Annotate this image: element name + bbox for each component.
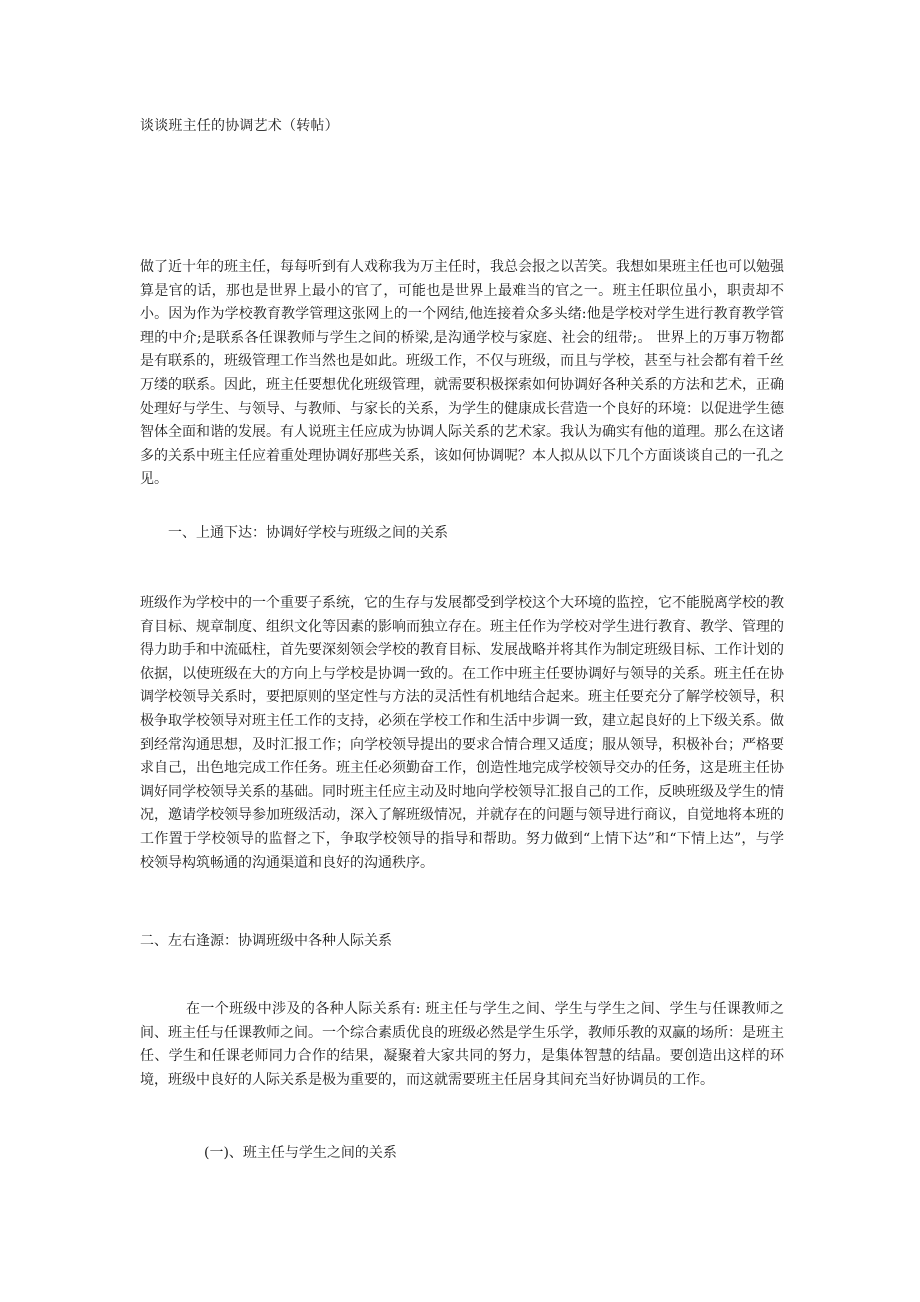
paragraph-relationships: 在一个班级中涉及的各种人际关系有: 班主任与学生之间、学生与学生之间、学生与任课教师之间、班主任与任课教师之间。一个综合素质优良的班级必然是学生乐学，教师乐教的双赢的场所：是班主任、学生和任课老师同力合作的结果，凝聚着大家共同的努力，是集体智慧的结晶。要创造出这样的环境，班级中良好的人际关系是极为重要的，而这就需要班主任居身其间充当好协调员的工作。 (140, 1001, 784, 1088)
subsection-heading-1: (一)、班主任与学生之间的关系 (204, 1145, 397, 1161)
paragraph-intro: 做了近十年的班主任，每每听到有人戏称我为万主任时，我总会报之以苦笑。我想如果班主任也可以勉强算是官的话，那也是世界上最小的官了，可能也是世界上最难当的官之一。班主任职位虽小，职责却不小。因为作为学校教育教学管理这张网上的一个网结,他连接着众多头绪:他是学校对学生进行教育教学管理的中介;是联系各任课教师与学生之间的桥梁,是沟通学校与家庭、社会的纽带;。 世界上的万事万物都是有联系的，班级管理工作当然也是如此。班级工作，不仅与班级，而且与学校，甚至与社会都有着千丝万缕的联系。因此，班主任要想优化班级管理，就需要积极探索如何协调好各种关系的方法和艺术，正确处理好与学生、与领导、与教师、与家长的关系，为学生的健康成长营造一个良好的环境：以促进学生德智体全面和谐的发展。有人说班主任应成为协调人际关系的艺术家。我认为确实有他的道理。那么在这诸多的关系中班主任应着重处理协调好那些关系，该如何协调呢？本人拟从以下几个方面谈谈自己的一孔之见。 (140, 259, 784, 488)
section-heading-1: 一、上通下达：协调好学校与班级之间的关系 (168, 525, 448, 541)
section-heading-2: 二、左右逢源：协调班级中各种人际关系 (140, 933, 392, 949)
document-title: 谈谈班主任的协调艺术（转帖） (140, 118, 339, 134)
paragraph-school-class: 班级作为学校中的一个重要子系统，它的生存与发展都受到学校这个大环境的监控，它不能脱离学校的教育目标、规章制度、组织文化等因素的影响而独立存在。班主任作为学校对学生进行教育、教学、管理的得力助手和中流砥柱，首先要深刻领会学校的教育目标、发展战略并将其作为制定班级目标、工作计划的依据，以使班级在大的方向上与学校是协调一致的。在工作中班主任要协调好与领导的关系。班主任在协调学校领导关系时，要把原则的坚定性与方法的灵活性有机地结合起来。班主任要充分了解学校领导，积极争取学校领导对班主任工作的支持，必须在学校工作和生活中步调一致，建立起良好的上下级关系。做到经常沟通思想，及时汇报工作；向学校领导提出的要求合情合理又适度；服从领导，积极补台；严格要求自己，出色地完成工作任务。班主任必须勤奋工作，创造性地完成学校领导交办的任务，这是班主任协调好同学校领导关系的基础。同时班主任应主动及时地向学校领导汇报自己的工作，反映班级及学生的情况，邀请学校领导参加班级活动，深入了解班级情况，并就存在的问题与领导进行商议，自觉地将本班的工作置于学校领导的监督之下，争取学校领导的指导和帮助。努力做到“上情下达”和“下情上达”，与学校领导构筑畅通的沟通渠道和良好的沟通秩序。 (140, 595, 784, 871)
